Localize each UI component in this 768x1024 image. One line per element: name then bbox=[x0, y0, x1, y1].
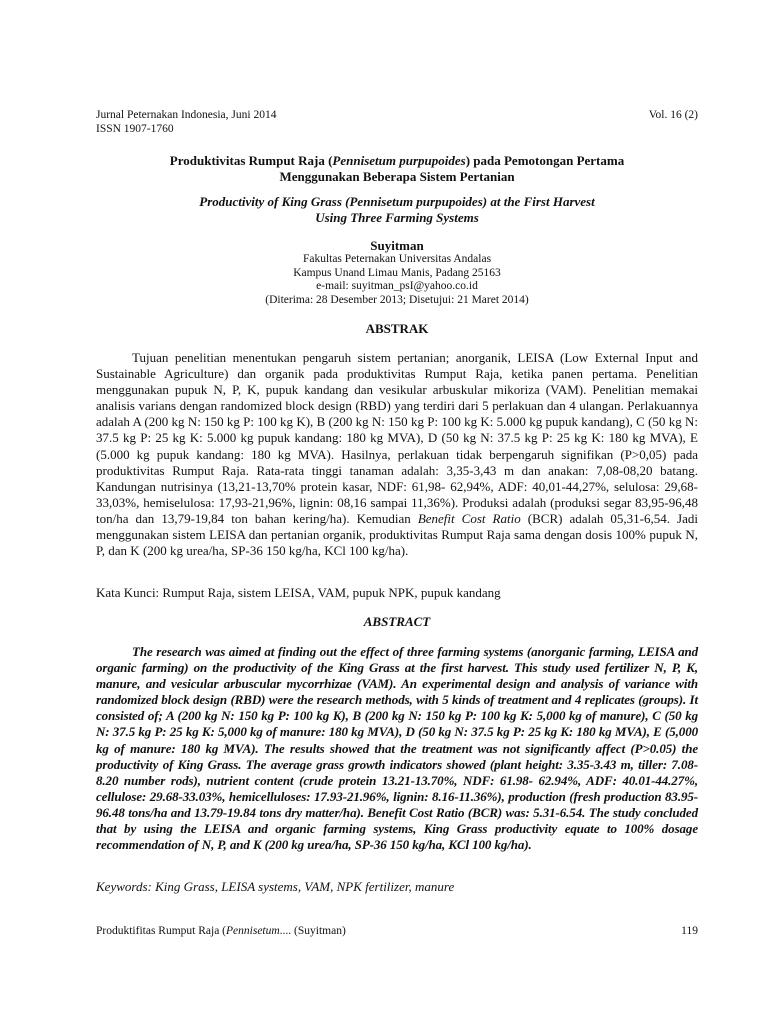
address: Kampus Unand Limau Manis, Padang 25163 bbox=[293, 266, 501, 279]
author-affiliation-block bbox=[96, 253, 698, 307]
journal-name: Jurnal Peternakan Indonesia, Juni 2014 bbox=[96, 109, 277, 121]
submission-dates: (Diterima: 28 Desember 2013; Disetujui: 21 Maret 2014) bbox=[265, 293, 529, 306]
email: e-mail: suyitman_psI@yahoo.co.id bbox=[316, 280, 478, 292]
abstrak-body bbox=[96, 350, 698, 559]
running-title-a: Produktifitas Rumput Raja ( bbox=[96, 925, 227, 937]
title-en-line1: Productivity of King Grass (Pennisetum purpupoides) at the First Harvest bbox=[199, 194, 595, 209]
abstrak-text-b: (BCR) adalah 05,31-6,54. Jadi menggunakan sistem LEISA dan pertanian organik, produktivitas Rumput Raja sama dengan dosis 100% pupuk N, P, dan K (200 kg urea/ha, SP-36 150 kg/ha, KCl 100 kg/ha). bbox=[96, 510, 698, 559]
abstrak-bcr: Benefit Cost Ratio bbox=[417, 510, 521, 526]
author-name: Suyitman bbox=[370, 238, 424, 253]
title-en-line2: Using Three Farming Systems bbox=[315, 210, 479, 225]
journal-issn: ISSN 1907-1760 bbox=[96, 123, 174, 135]
abstract-heading: ABSTRACT bbox=[363, 614, 431, 629]
title-id-line2: Menggunakan Beberapa Sistem Pertanian bbox=[279, 169, 515, 184]
title-indonesian bbox=[96, 153, 698, 185]
abstrak-text-a: Tujuan penelitian menentukan pengaruh sistem pertanian; anorganik, LEISA (Low External Input and Sustainable Agriculture) dan organik pada produktivitas Rumput Raja, ketika panen pertama. Penelitian menggunakan pupuk N, P, K, pupuk kandang dan vesikular arbuskular mikoriza (VAM). Penelitian memakai analisis varians dengan randomized block design (RBD) yang terdiri dari 5 perlakuan dan 4 ulangan. Perlakuannya adalah A (200 kg N: 150 kg P: 100 kg K), B (200 kg N: 150 kg P: 100 kg K: 5.000 kg pupuk kandang), C (50 kg N: 37.5 kg P: 25 kg K: 5.000 kg pupuk kandang: 180 kg MVA), D (50 kg N: 37.5 kg P: 25 kg K: 180 kg MVA), E (5.000 kg pupuk kandang: 180 kg MVA). Hasilnya, perlakuan tidak berpengaruh signifikan (P>0,05) pada produktivitas Rumput Raja. Rata-rata tinggi tanaman adalah: 3,35-3,43 m dan anakan: 7,08-08,20 batang. Kandungan nutrisinya (13,21-13,70% protein kasar, NDF: 61,98- 62,94%, ADF: 40,01-44,27%, selulosa: 29,68-33,03%, hemiselulosa: 17,93-21,96%, lignin: 08,16 sampai 11,36%). Produksi adalah (produksi segar 83,95-96,48 ton/ha dan 13,79-19,84 ton bahan kering/ha). Kemudian bbox=[96, 350, 698, 526]
running-title-b: .... (Suyitman) bbox=[279, 925, 346, 937]
page-number: 119 bbox=[681, 925, 698, 937]
kata-kunci: Kata Kunci: Rumput Raja, sistem LEISA, VAM, pupuk NPK, pupuk kandang bbox=[96, 585, 501, 600]
abstract-body: The research was aimed at finding out the effect of three farming systems (anorganic farming, LEISA and organic farming) on the productivity of the King Grass at the first harvest. This study used fertilizer N, P, K, manure, and vesicular arbuscular mycorrhizae (VAM). An experimental design and analysis of variance with randomized block design (RBD) were the research methods, with 5 kinds of treatment and 4 replicates (groups). It consisted of; A (200 kg N: 150 kg P: 100 kg K), B (200 kg N: 150 kg P: 100 kg K: 5,000 kg of manure), C (50 kg N: 37.5 kg P: 25 kg K: 5,000 kg of manure: 180 kg MVA), D (50 kg N: 37.5 kg P: 25 kg K: 180 kg MVA), E (5,000 kg of manure: 180 kg MVA). The results showed that the treatment was not significantly affect (P>0.05) the productivity of King Grass. The average grass growth indicators showed (plant height: 3.35-3.43 m, tiller: 7.08-8.20 number rods), nutrient content (crude protein 13.21-13.70%, NDF: 61.98- 62.94%, ADF: 40.01-44.27%, cellulose: 29.68-33.03%, hemicelluloses: 17.93-21.96%, lignin: 8.16-11.36%), production (fresh production 83.95-96.48 tons/ha and 13.79-19.84 tons dry matter/ha). Benefit Cost Ratio (BCR) was: 5.31-6.54. The study concluded that by using the LEISA and organic farming systems, King Grass productivity equate to 100% dosage recommendation of N, P, and K (200 kg urea/ha, SP-36 150 kg/ha, KCl 100 kg/ha). bbox=[96, 644, 698, 853]
page-footer bbox=[96, 924, 698, 938]
title-id-species: Pennisetum purpupoides bbox=[332, 153, 466, 168]
title-id-part2: ) pada Pemotongan Pertama bbox=[465, 153, 625, 168]
abstrak-heading: ABSTRAK bbox=[365, 321, 429, 336]
affiliation: Fakultas Peternakan Universitas Andalas bbox=[302, 253, 492, 265]
keywords: Keywords: King Grass, LEISA systems, VAM, NPK fertilizer, manure bbox=[96, 879, 455, 894]
running-title bbox=[96, 924, 346, 938]
title-id-part1: Produktivitas Rumput Raja ( bbox=[169, 153, 333, 168]
journal-volume: Vol. 16 (2) bbox=[648, 109, 698, 121]
title-english bbox=[96, 194, 698, 226]
journal-header bbox=[96, 108, 698, 136]
running-title-italic: Pennisetum bbox=[226, 925, 280, 937]
